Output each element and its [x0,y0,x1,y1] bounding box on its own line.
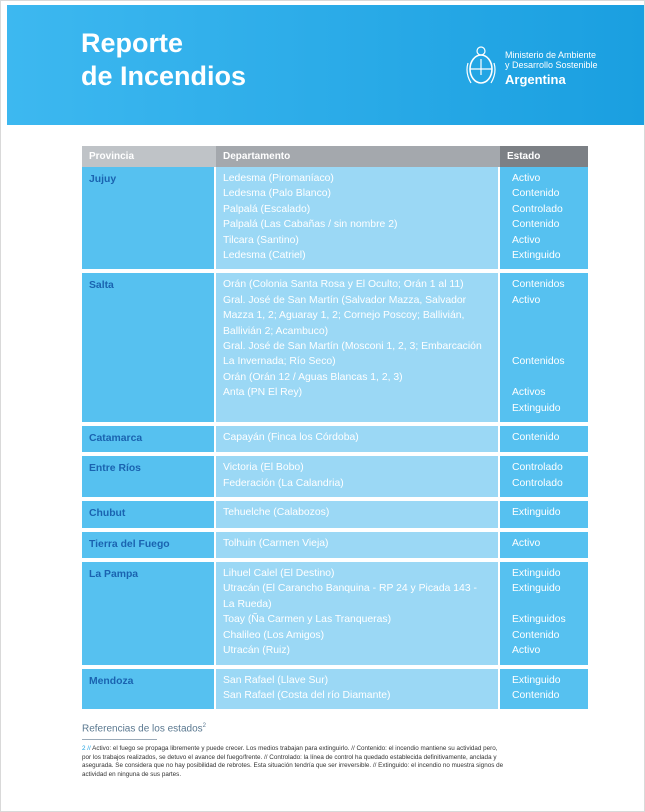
estado-line: Activo [512,645,541,657]
departamento-line: Tolhuin (Carmen Vieja) [223,537,329,549]
cell-departamento [216,669,500,714]
estado-line: Contenido [512,629,560,641]
estado-line: Contenidos [512,279,565,291]
departamento-line: La Invernada; Río Seco) [223,356,336,368]
departamento-line: Victoria (El Bobo) [223,462,304,474]
departamento-line: Gral. José de San Martín (Mosconi 1, 2, 3; Embarcación [223,341,482,353]
references-footnote-mark: 2 [202,723,206,729]
cell-departamento [216,273,500,426]
table-row [82,532,588,562]
cell-departamento [216,426,500,456]
departamento-line: Palpalá (Escalado) [223,203,311,215]
departamento-line: Ledesma (Piromaníaco) [223,173,334,184]
cell-estado [500,501,588,531]
departamento-line: Toay (Ña Carmen y Las Tranqueras) [223,614,392,626]
estado-line: Controlado [512,477,563,489]
estado-line: Activos [512,387,546,399]
title-line-1: Reporte [81,28,184,58]
departamento-line: Lihuel Calel (El Destino) [223,568,335,580]
cell-departamento [216,456,500,501]
estado-line: Extinguido [512,250,561,262]
fires-table [82,146,588,713]
column-header-departamento: Departamento [216,146,500,167]
estado-spacer [512,597,581,612]
column-header-provincia: Provincia [82,146,216,167]
estado-line: Activo [512,234,541,246]
column-header-estado: Estado [500,146,588,167]
ministry-country: Argentina [505,72,566,87]
national-seal-icon [465,45,497,89]
estado-line: Controlado [512,462,563,474]
cell-provincia: Salta [82,273,216,426]
estado-line: Controlado [512,203,563,215]
estado-spacer [512,308,581,323]
report-title [81,27,246,93]
table-body [82,167,588,713]
ministry-line-1: Ministerio de Ambiente [505,50,597,60]
report-header [7,5,644,125]
table-row [82,456,588,501]
estado-line: Extinguido [512,507,561,519]
estado-spacer [512,324,581,339]
cell-departamento [216,501,500,531]
estado-line: Extinguido [512,583,561,595]
table-row [82,501,588,531]
departamento-line: Palpalá (Las Cabañas / sin nombre 2) [223,219,398,231]
departamento-line: Ledesma (Catriel) [223,250,306,262]
departamento-line: Utracán (El Carancho Banquina - RP 24 y Picada 143 - [223,583,477,595]
departamento-line: San Rafael (Llave Sur) [223,674,329,686]
departamento-line: Federación (La Calandria) [223,477,344,489]
footnote-text: Activo: el fuego se propaga libremente y puede crecer. Los medios trabajan para extinguirlo. // Contenido: el incendio mantiene su actividad pero, por los trabajos realizados, se detuvo el avance del fuego/frente. // Controlado: la línea de control ha quedado establecida definitivamente, anclada y asegurada. Se considera que no hay posibilidad de rebrotes. Esta situación tendría que ser irreversible. // Extinguido: el incendio no muestra signos de actividad en ninguna de sus partes. [82,745,504,778]
estado-line: Activo [512,537,541,549]
estado-line: Extinguido [512,674,561,686]
cell-estado [500,532,588,562]
departamento-line: Tehuelche (Calabozos) [223,507,330,519]
cell-estado [500,426,588,456]
footnote [82,745,507,779]
departamento-line: Tilcara (Santino) [223,234,299,246]
departamento-line: Orán (Colonia Santa Rosa y El Oculto; Orán 1 al 11) [223,279,464,291]
cell-departamento [216,532,500,562]
cell-provincia: Jujuy [82,167,216,273]
cell-departamento [216,167,500,273]
cell-provincia: Entre Ríos [82,456,216,501]
departamento-line: Anta (PN El Rey) [223,387,303,399]
table-row [82,426,588,456]
ministry-text [505,50,598,88]
cell-provincia: Chubut [82,501,216,531]
cell-estado [500,273,588,426]
departamento-line: Orán (Orán 12 / Aguas Blancas 1, 2, 3) [223,371,403,383]
cell-departamento [216,562,500,668]
ministry-line-2: y Desarrollo Sostenible [505,60,598,70]
estado-line: Extinguido [512,568,561,580]
estado-line: Extinguidos [512,614,566,626]
estado-line: Contenidos [512,356,565,368]
departamento-line: San Rafael (Costa del río Diamante) [223,689,391,701]
cell-estado [500,669,588,714]
departamento-line: Utracán (Ruiz) [223,645,290,657]
departamento-line: Ledesma (Palo Blanco) [223,188,332,200]
departamento-line: La Rueda) [223,598,272,610]
table-row [82,669,588,714]
estado-line: Contenido [512,432,560,444]
estado-line: Contenido [512,188,560,200]
cell-estado [500,562,588,668]
footnote-number: 2 // [82,745,91,752]
table-row [82,167,588,273]
estado-line: Extinguido [512,402,561,414]
departamento-line: Mazza 1, 2; Aguaray 1, 2; Cornejo Poscoy; Ballivián, [223,310,465,322]
table-row [82,562,588,668]
cell-provincia: Tierra del Fuego [82,532,216,562]
estado-spacer [512,339,581,354]
table-row [82,273,588,426]
cell-estado [500,456,588,501]
references-title-text: Referencias de los estados [82,723,203,735]
departamento-line: Chalileo (Los Amigos) [223,629,325,641]
references-title [82,723,206,734]
references-divider [82,739,157,740]
cell-provincia: La Pampa [82,562,216,668]
estado-line: Contenido [512,689,560,701]
estado-line: Contenido [512,219,560,231]
cell-estado [500,167,588,273]
estado-line: Activo [512,173,541,184]
departamento-line: Gral. José de San Martín (Salvador Mazza, Salvador [223,294,467,306]
cell-provincia: Catamarca [82,426,216,456]
departamento-line: Capayán (Finca los Córdoba) [223,432,359,444]
estado-line: Activo [512,294,541,306]
departamento-line: Ballivián 2; Acambuco) [223,325,329,337]
table-header-row [82,146,588,167]
ministry-logo [465,45,640,95]
estado-spacer [512,370,581,385]
cell-provincia: Mendoza [82,669,216,714]
title-line-2: de Incendios [81,61,247,91]
